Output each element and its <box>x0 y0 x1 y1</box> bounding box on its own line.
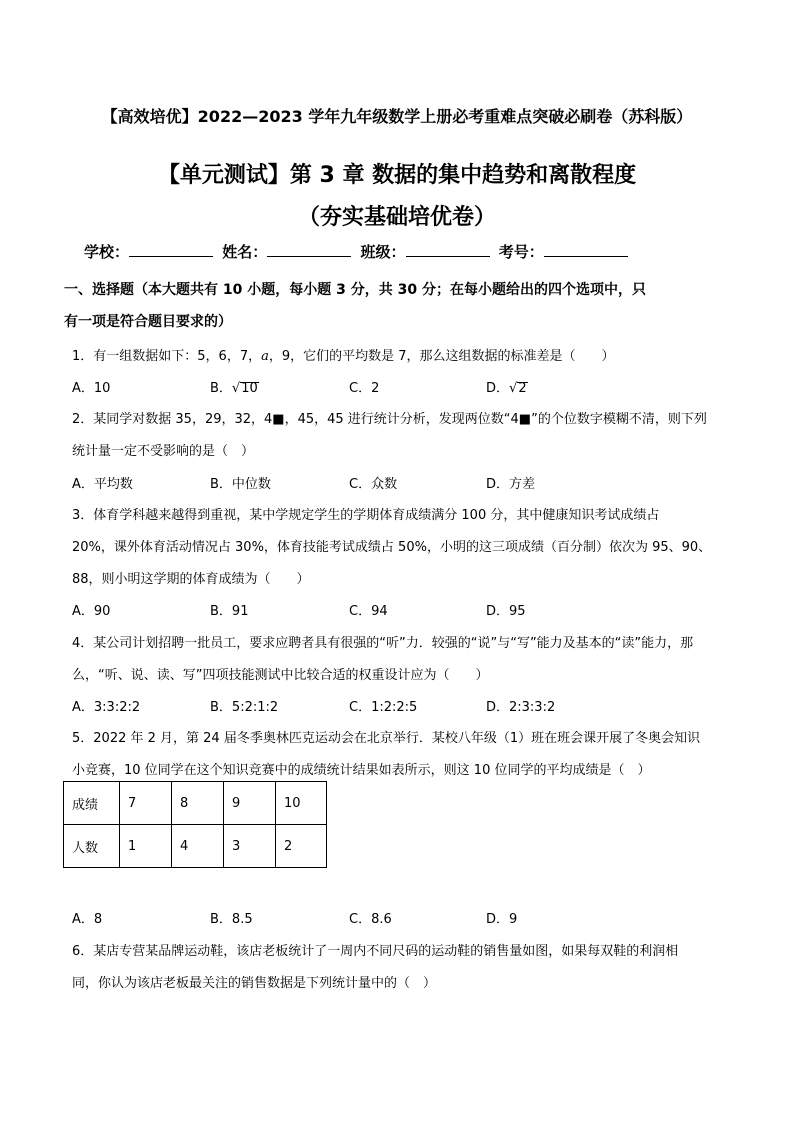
school-blank[interactable] <box>129 242 213 257</box>
q3-stem-line1: 3．体育学科越来越得到重视，某中学规定学生的学期体育成绩满分 100 分，其中健康知识考试成绩占 <box>72 508 660 523</box>
table-cell: 8 <box>172 782 224 825</box>
q5-stem-line2: 小竞赛，10 位同学在这个知识竞赛中的成绩统计结果如表所示，则这 10 位同学的平均成绩是（ ） <box>72 763 651 778</box>
table-cell: 7 <box>120 782 172 825</box>
table-cell: 人数 <box>64 825 120 868</box>
series-title: 【高效培优】2022—2023 学年九年级数学上册必考重难点突破必刷卷（苏科版） <box>101 107 693 126</box>
q2-stem-line1: 2．某同学对数据 35，29，32，4■，45，45 进行统计分析，发现两位数“4■”的个位数字模糊不清，则下列 <box>72 412 707 427</box>
table-cell: 成绩 <box>64 782 120 825</box>
q5-option-c: C．8.6 <box>349 912 392 927</box>
table-cell: 9 <box>224 782 276 825</box>
name-blank[interactable] <box>267 242 351 257</box>
q2-option-b: B．中位数 <box>210 477 271 492</box>
q1-option-b <box>210 377 259 396</box>
q4-stem-line2: 么，“听、说、读、写”四项技能测试中比较合适的权重设计应为（ ） <box>72 668 489 683</box>
q3-option-d: D．95 <box>486 604 526 619</box>
table-row <box>64 782 327 825</box>
q2-option-d: D．方差 <box>486 477 536 492</box>
q1-option-d <box>486 377 528 396</box>
table-cell: 1 <box>120 825 172 868</box>
q1-variable: a <box>261 349 269 364</box>
q4-option-a: A．3:3:2:2 <box>72 700 141 715</box>
school-label: 学校： <box>84 243 130 261</box>
q5-stem-line1: 5．2022 年 2 月，第 24 届冬季奥林匹克运动会在北京举行．某校八年级（1）班在班会课开展了冬奥会知识 <box>72 731 701 746</box>
exam-no-blank[interactable] <box>544 242 628 257</box>
q1-option-d-radicand: 2 <box>518 381 527 396</box>
table-cell: 3 <box>224 825 276 868</box>
q2-stem-line2: 统计量一定不受影响的是（ ） <box>72 444 255 459</box>
q4-option-d: D．2:3:3:2 <box>486 700 556 715</box>
q2-option-a: A．平均数 <box>72 477 133 492</box>
q5-option-b: B．8.5 <box>210 912 253 927</box>
table-cell: 10 <box>276 782 327 825</box>
table-row <box>64 825 327 868</box>
q4-option-b: B．5:2:1:2 <box>210 700 279 715</box>
section1-heading-line2: 有一项是符合题目要求的） <box>64 314 232 330</box>
q1-text-pre: 1．有一组数据如下：5，6，7， <box>72 349 262 364</box>
section1-heading-line1: 一、选择题（本大题共有 10 小题，每小题 3 分，共 30 分；在每小题给出的四个选项中，只 <box>64 282 646 298</box>
q6-stem-line1: 6．某店专营某品牌运动鞋，该店老板统计了一周内不同尺码的运动鞋的销售量如图，如果每双鞋的利润相 <box>72 944 679 959</box>
q2-option-c: C．众数 <box>349 477 398 492</box>
q5-option-d: D．9 <box>486 912 518 927</box>
q1-option-a: A．10 <box>72 381 111 396</box>
q1-option-d-letter: D． <box>486 381 510 396</box>
radical-sign: √ <box>509 381 518 396</box>
unit-title: 【单元测试】第 3 章 数据的集中趋势和离散程度 <box>157 163 637 188</box>
q5-score-table <box>63 781 327 868</box>
q4-option-c: C．1:2:2:5 <box>349 700 418 715</box>
q1-option-b-radicand: 10 <box>241 381 258 396</box>
q3-stem-line2: 20%，课外体育活动情况占 30%，体育技能考试成绩占 50%，小明的这三项成绩（百分制）依次为 95、90、 <box>72 540 712 555</box>
paper-subtitle: （夯实基础培优卷） <box>297 205 496 230</box>
class-blank[interactable] <box>406 242 490 257</box>
table-cell: 2 <box>276 825 327 868</box>
q3-option-c: C．94 <box>349 604 388 619</box>
q3-option-a: A．90 <box>72 604 111 619</box>
student-info-line <box>84 241 632 262</box>
class-label: 班级： <box>360 243 406 261</box>
q1-text-post: ，9，它们的平均数是 7，那么这组数据的标准差是（ ） <box>268 349 615 364</box>
radical-sign: √ <box>231 381 241 396</box>
q4-stem-line1: 4．某公司计划招聘一批员工，要求应聘者具有很强的“听”力．较强的“说”与“写”能力及基本的“读”能力，那 <box>72 636 694 651</box>
q1-option-c: C．2 <box>349 381 380 396</box>
name-label: 姓名： <box>222 243 268 261</box>
q5-option-a: A．8 <box>72 912 103 927</box>
q1-option-b-letter: B． <box>210 381 232 396</box>
q3-option-b: B．91 <box>210 604 249 619</box>
q1-stem <box>72 345 615 364</box>
q6-stem-line2: 同，你认为该店老板最关注的销售数据是下列统计量中的（ ） <box>72 976 437 991</box>
q3-stem-line3: 88，则小明这学期的体育成绩为（ ） <box>72 572 310 587</box>
exam-no-label: 考号： <box>498 243 544 261</box>
table-cell: 4 <box>172 825 224 868</box>
